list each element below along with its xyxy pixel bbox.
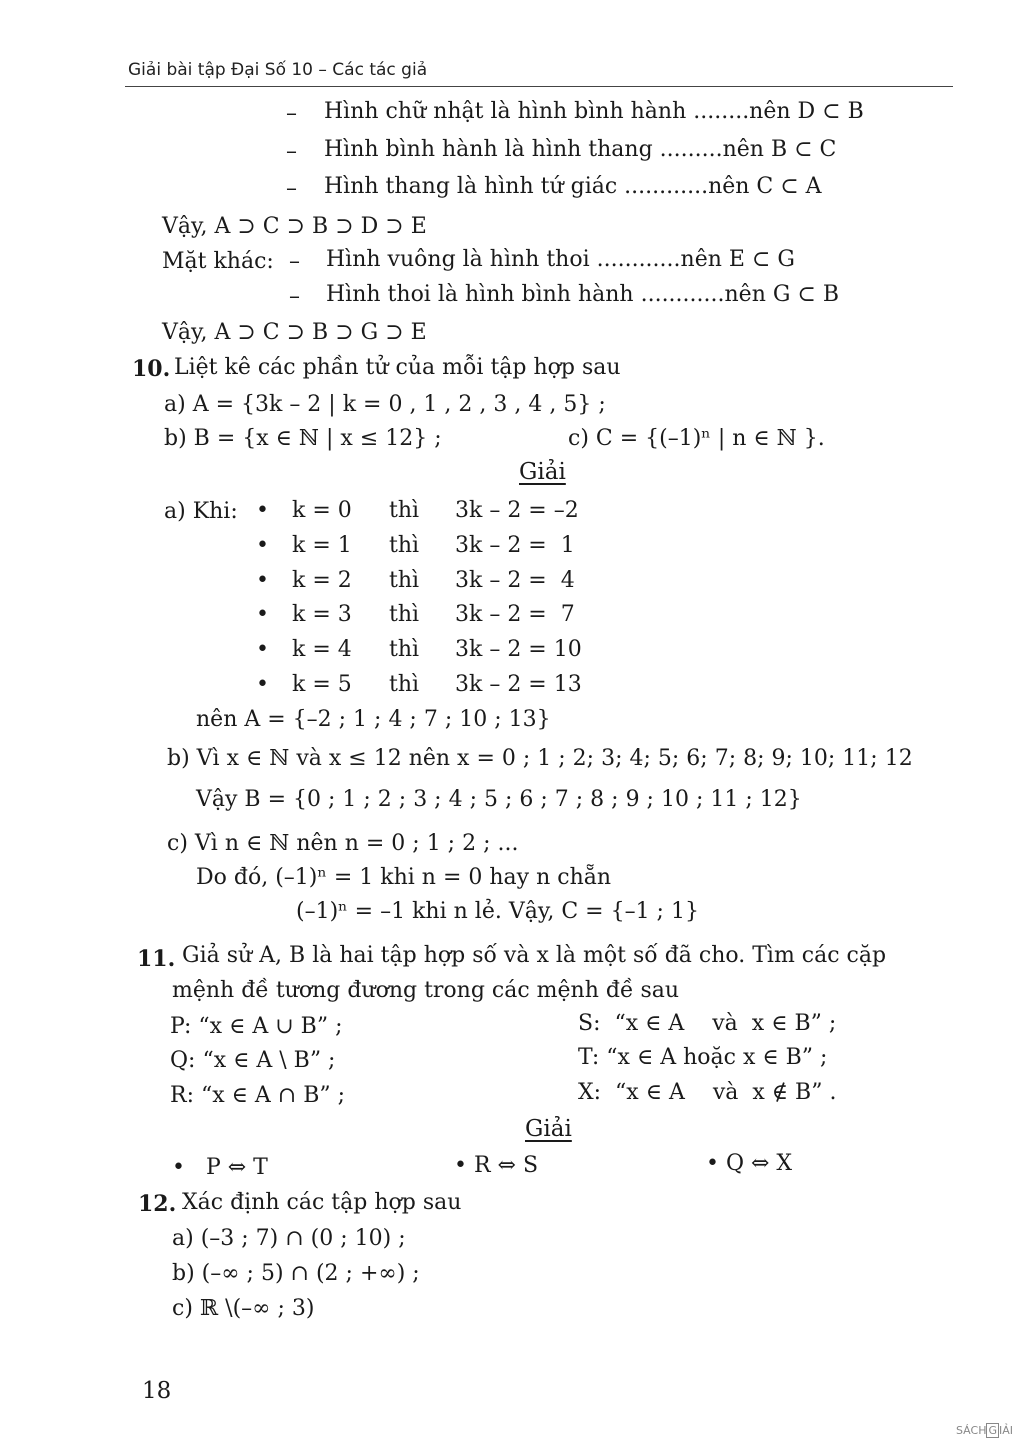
bullet-dot: •	[256, 602, 269, 627]
list-item: • k = 3 thì 3k – 2 = 7	[256, 602, 575, 627]
proposition-x: X: “x ∈ A và x ∉ B” .	[578, 1080, 837, 1105]
set-b-result: Vậy B = {0 ; 1 ; 2 ; 3 ; 4 ; 5 ; 6 ; 7 ; 8 ; 9 ; 10 ; 11 ; 12}	[196, 787, 802, 812]
other-label: Mặt khác:	[162, 249, 274, 274]
dash-bullet: –	[286, 139, 297, 164]
header-rule	[125, 86, 953, 87]
subset-line-5: Hình thoi là hình bình hành ............nên G ⊂ B	[326, 282, 840, 307]
exercise-12-c: c) ℝ \(–∞ ; 3)	[172, 1296, 315, 1321]
equivalence-2: • R ⇔ S	[454, 1153, 539, 1178]
subset-line-4: Hình vuông là hình thoi ............nên E ⊂ G	[326, 247, 795, 272]
brand-watermark: SÁCH G IẢI	[956, 1424, 1014, 1437]
bullet-dot: •	[256, 637, 269, 662]
dash-bullet: –	[286, 101, 297, 126]
exercise-10-a: a) A = {3k – 2 | k = 0 , 1 , 2 , 3 , 4 , 5} ;	[164, 392, 606, 417]
exercise-10-b: b) B = {x ∈ ℕ | x ≤ 12} ;	[164, 426, 442, 451]
page-number: 18	[142, 1378, 172, 1404]
exercise-12-b: b) (–∞ ; 5) ∩ (2 ; +∞) ;	[172, 1261, 420, 1286]
proposition-p: P: “x ∈ A ∪ B” ;	[170, 1014, 343, 1039]
exercise-10-number: 10.	[132, 356, 171, 382]
exercise-10-title: Liệt kê các phần tử của mỗi tập hợp sau	[174, 355, 621, 380]
bullet-dot: •	[256, 533, 269, 558]
exercise-11-title-1: Giả sử A, B là hai tập hợp số và x là một số đã cho. Tìm các cặp	[182, 943, 887, 968]
exercise-12-number: 12.	[138, 1191, 177, 1217]
proposition-t: T: “x ∈ A hoặc x ∈ B” ;	[578, 1045, 828, 1070]
solution-heading: Giải	[525, 1116, 572, 1142]
case-c-line-2: Do đó, (–1)ⁿ = 1 khi n = 0 hay n chẵn	[196, 865, 612, 890]
case-b-solution: b) Vì x ∈ ℕ và x ≤ 12 nên x = 0 ; 1 ; 2; 3; 4; 5; 6; 7; 8; 9; 10; 11; 12	[167, 746, 913, 771]
dash-bullet: –	[286, 176, 297, 201]
list-item: • k = 4 thì 3k – 2 = 10	[256, 637, 582, 662]
list-item: • k = 2 thì 3k – 2 = 4	[256, 568, 575, 593]
solution-heading: Giải	[519, 459, 566, 485]
subset-line-1: Hình chữ nhật là hình bình hành ........nên D ⊂ B	[324, 99, 864, 124]
exercise-12-a: a) (–3 ; 7) ∩ (0 ; 10) ;	[172, 1226, 406, 1251]
bullet-dot: •	[256, 498, 269, 523]
conclusion-1: Vậy, A ⊃ C ⊃ B ⊃ D ⊃ E	[162, 214, 427, 239]
equivalence-3: • Q ⇔ X	[706, 1151, 793, 1176]
list-item: • k = 5 thì 3k – 2 = 13	[256, 672, 582, 697]
list-item: • k = 0 thì 3k – 2 = –2	[256, 498, 579, 523]
running-header: Giải bài tập Đại Số 10 – Các tác giả	[128, 60, 428, 80]
dash-bullet: –	[289, 249, 300, 274]
subset-line-3: Hình thang là hình tứ giác ............nên C ⊂ A	[324, 174, 822, 199]
exercise-10-c: c) C = {(–1)ⁿ | n ∈ ℕ }.	[568, 426, 825, 451]
proposition-r: R: “x ∈ A ∩ B” ;	[170, 1083, 346, 1108]
conclusion-2: Vậy, A ⊃ C ⊃ B ⊃ G ⊃ E	[162, 320, 427, 345]
equivalence-1: • P ⇔ T	[172, 1155, 268, 1180]
proposition-s: S: “x ∈ A và x ∈ B” ;	[578, 1011, 837, 1036]
case-c-solution: c) Vì n ∈ ℕ nên n = 0 ; 1 ; 2 ; ...	[167, 831, 519, 856]
exercise-11-title-2: mệnh đề tương đương trong các mệnh đề sau	[172, 978, 680, 1003]
set-a-result: nên A = {–2 ; 1 ; 4 ; 7 ; 10 ; 13}	[196, 707, 551, 732]
list-item: • k = 1 thì 3k – 2 = 1	[256, 533, 575, 558]
set-c-result: (–1)ⁿ = –1 khi n lẻ. Vậy, C = {–1 ; 1}	[296, 899, 699, 924]
subset-line-2: Hình bình hành là hình thang .........nên B ⊂ C	[324, 137, 837, 162]
dash-bullet: –	[289, 284, 300, 309]
bullet-dot: •	[256, 568, 269, 593]
proposition-q: Q: “x ∈ A \ B” ;	[170, 1048, 336, 1073]
exercise-11-number: 11.	[137, 946, 176, 972]
bullet-dot: •	[256, 672, 269, 697]
case-a-label: a) Khi:	[164, 499, 238, 524]
exercise-12-title: Xác định các tập hợp sau	[182, 1190, 462, 1215]
